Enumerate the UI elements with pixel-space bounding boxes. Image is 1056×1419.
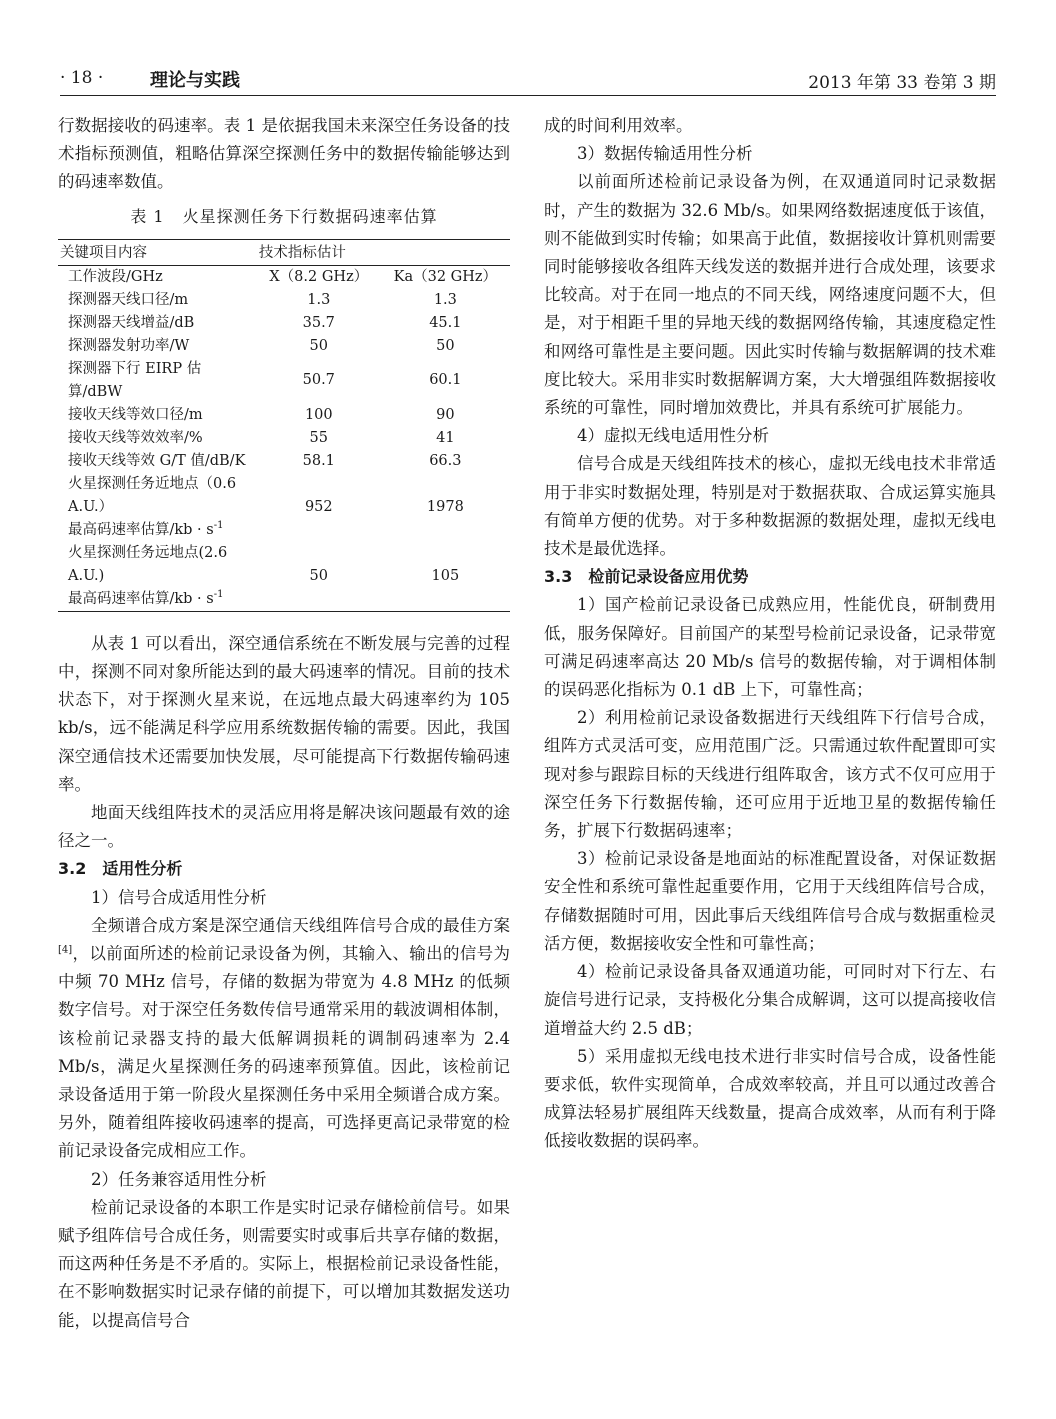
table-label: 表 1 [130, 206, 165, 226]
paragraph-intro: 行数据接收的码速率。表 1 是依据我国未来深空任务设备的技术指标预测值，粗略估算深空探测任务中的数据传输能够达到的码速率数值。 [58, 116, 510, 192]
table-row: 接收天线等效效率/% 55 41 [68, 429, 455, 446]
left-column [58, 112, 510, 1335]
bitrate-table [58, 239, 510, 612]
paragraph-array: 地面天线组阵技术的灵活应用将是解决该问题最有效的途径之一。 [58, 803, 510, 851]
running-header [60, 64, 996, 92]
perigee-label-line2: 最高码速率估算/kb · s [68, 521, 214, 538]
apogee-ka-value: 105 [381, 542, 510, 612]
col-header-item: 关键项目内容 [58, 239, 257, 265]
table-caption [58, 203, 510, 231]
header-rule [60, 95, 996, 96]
paragraph-task-compat: 检前记录设备的本职工作是实时记录存储检前信号。如果赋予组阵信号合成任务，则需要实时或事后共享存储的数据，而这两种任务是不矛盾的。实际上，根据检前记录设备性能，在不影响数据实时记录存储的前提下，可以增加其数据发送功能，以提高信号合 [58, 1197, 510, 1330]
table-row: 探测器下行 EIRP 估算/dBW 50.7 60.1 [68, 360, 462, 400]
perigee-unit-exponent: -1 [213, 519, 224, 531]
col-header-group: 技术指标估计 [257, 239, 510, 265]
subheading-data-transfer: 3）数据传输适用性分析 [577, 144, 753, 164]
apogee-unit-exponent: -1 [213, 588, 224, 600]
table-row-apogee [58, 542, 510, 612]
perigee-ka-value: 1978 [426, 498, 464, 515]
paragraph-continued: 成的时间利用效率。 [544, 116, 693, 135]
advantage-1: 1）国产检前记录设备已成熟应用，性能优良，研制费用低，服务保障好。目前国产的某型号检前记录设备，记录带宽可满足码速率高达 20 Mb/s 信号的数据传输，对于调相体制的误码恶化指标为 0.1 dB 上下，可靠性高； [544, 595, 996, 700]
page-number: · 18 · [60, 68, 104, 88]
citation-ref: [4] [58, 944, 73, 956]
table-row: 工作波段/GHz X（8.2 GHz） Ka（32 GHz） [68, 268, 498, 285]
table-row-perigee [58, 473, 510, 542]
section-heading-3-3: 3.3 检前记录设备应用优势 [544, 567, 749, 587]
table-row: 探测器天线口径/m 1.3 1.3 [68, 291, 457, 308]
right-column [544, 112, 996, 1156]
perigee-label-line1: 火星探测任务近地点（0.6 A.U.） [68, 475, 237, 515]
apogee-x-value: 50 [257, 542, 381, 612]
advantage-4: 4）检前记录设备具备双通道功能，可同时对下行左、右旋信号进行记录，支持极化分集合成解调，这可以提高接收信道增益大约 2.5 dB； [544, 962, 996, 1038]
issue-info: 2013 年第 33 卷第 3 期 [808, 73, 996, 93]
perigee-x-value: 952 [304, 498, 333, 515]
apogee-label-line2: 最高码速率估算/kb · s [68, 590, 214, 607]
table-row: 接收天线等效 G/T 值/dB/K 58.1 66.3 [68, 452, 462, 469]
subheading-signal-combining: 1）信号合成适用性分析 [91, 887, 267, 907]
section-heading-3-2: 3.2 适用性分析 [58, 859, 183, 879]
table-title: 火星探测任务下行数据码速率估算 [182, 206, 438, 226]
paragraph-signal-combining: 全频谱合成方案是深空通信天线组阵信号合成的最佳方案[4]，以前面所述的检前记录设备为例，其输入、输出的信号为中频 70 MHz 信号，存储的数据为带宽为 4.8 MHz 的低频数字信号。对于深空任务数传信号通常采用的载波调相体制，该检前记录器支持的最大低解调损耗的调制码速率为 2.4 Mb/s，满足火星探测任务的码速率预算值。因此，该检前记录设备适用于第一阶段火星探测任务中采用全频谱合成方案。另外，随着组阵接收码速率的提高，可选择更高记录带宽的检前记录设备完成相应工作。 [58, 915, 510, 1161]
apogee-label-line1: 火星探测任务远地点(2.6 A.U.) [68, 544, 228, 584]
paragraph-table-discussion: 从表 1 可以看出，深空通信系统在不断发展与完善的过程中，探测不同对象所能达到的最大码速率的情况。目前的技术状态下，对于探测火星来说，在远地点最大码速率约为 105 kb/s，远不能满足科学应用系统数据传输的需要。因此，我国深空通信技术还需要加快发展，尽可能提高下行数据传输码速率。 [58, 633, 510, 794]
paragraph-virtual-radio: 信号合成是天线组阵技术的核心，虚拟无线电技术非常适用于非实时数据处理，特别是对于数据获取、合成运算实施具有简单方便的优势。对于多种数据源的数据处理，虚拟无线电技术是最优选择。 [544, 454, 996, 559]
paragraph-data-transfer: 以前面所述检前记录设备为例，在双通道同时记录数据时，产生的数据为 32.6 Mb/s。如果网络数据速度低于该值，则不能做到实时传输；如果高于此值，数据接收计算机则需要同时能够接收各组阵天线发送的数据并进行合成处理，该要求比较高。对于在同一地点的不同天线，网络速度问题不大，但是，对于相距千里的异地天线的数据网络传输，其速度稳定性和网络可靠性是主要问题。因此实时传输与数据解调的技术难度比较大。采用非实时数据解调方案，大大增强组阵数据接收系统的可靠性，同时增加效费比，并具有系统可扩展能力。 [544, 172, 996, 418]
subheading-virtual-radio: 4）虚拟无线电适用性分析 [577, 426, 769, 446]
table-row: 探测器发射功率/W 50 50 [68, 337, 455, 354]
journal-section-title: 理论与实践 [150, 70, 240, 91]
table-row: 探测器天线增益/dB 35.7 45.1 [68, 314, 462, 331]
advantage-3: 3）检前记录设备是地面站的标准配置设备，对保证数据安全性和系统可靠性起重要作用，它用于天线组阵信号合成，存储数据随时可用，因此事后天线组阵信号合成与数据重检灵活方便，数据接收安全性和可靠性高； [544, 849, 996, 953]
advantage-2: 2）利用检前记录设备数据进行天线组阵下行信号合成，组阵方式灵活可变，应用范围广泛。只需通过软件配置即可实现对参与跟踪目标的天线进行组阵取舍，该方式不仅可应用于深空任务下行数据传输，还可应用于近地卫星的数据传输任务，扩展下行数据码速率； [544, 708, 996, 841]
advantage-5: 5）采用虚拟无线电技术进行非实时信号合成，设备性能要求低，软件实现简单，合成效率较高，并且可以通过改善合成算法轻易扩展组阵天线数量，提高合成效率，从而有利于降低接收数据的误码率。 [544, 1046, 996, 1151]
subheading-task-compat: 2）任务兼容适用性分析 [91, 1169, 267, 1189]
table-row: 接收天线等效口径/m 100 90 [68, 406, 455, 423]
